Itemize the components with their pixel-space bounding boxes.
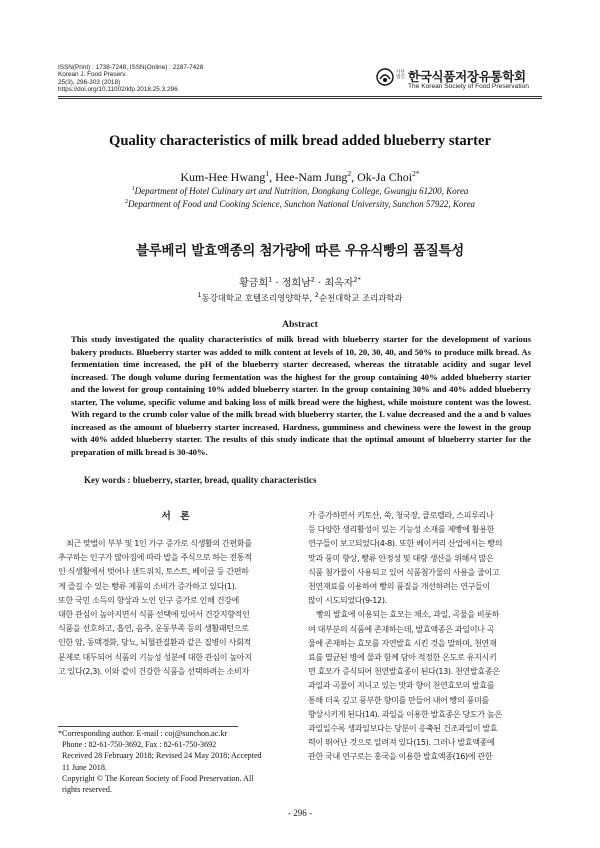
header-rule-top [58,96,542,97]
body-column-right [308,509,546,765]
body-text-line: 대한 관심이 높아지면서 식품 선택에 있어서 건강지향적인 [58,610,250,620]
body-text-line: 식품을 선호하고, 흡연, 음주, 운동부족 등의 생활패턴으로 [58,624,249,634]
section-heading-intro: 서 론 [161,511,193,522]
corresponding-author: *Corresponding author. E-mail : coj@sunchon.ac.kr [58,729,228,738]
author-name: Kum-Hee Hwang [180,170,266,184]
authors-ko: 황금희$^1$ · 정희남$^2$ · 최옥자$^{2*}$ [239,275,361,289]
author-name-ko: 최옥자 [324,278,354,289]
footnote [58,728,296,795]
body-text-line: 향상시키게 된다(14). 과일을 이용한 발효종은 당도가 높은 [308,709,502,719]
affiliation-sup: 2 [314,291,319,299]
author-sup: 1 [265,169,270,178]
society-logo-block [376,66,556,92]
paper-title-en: Quality characteristics of milk bread added blueberry starter [109,133,491,149]
body-text-line: 맛과 풍미 향상, 빵류 안정성 및 대량 생산을 위해서 많은 [308,553,494,563]
abstract-text: This study investigated the quality characteristics of milk bread with blueberry starter for the development of various bakery products. Blueberry starter was added to milk content at levels of 10, 20, 30, 40, and 50% to produce milk bread. As fermentation time increased, the pH of the blueberry starter decreased, whereas the titratable acidity and sugar level increased. The dough volume during fermentation was the highest for the group containing 40% added blueberry starter and the lowest for group containing 10% added blueberry starter. In the group containing 30% and 40% added blueberry starter, The volume, specific volume and baking loss of milk bread were the highest, while moisture content was the lowest. With regard to the crumb color value of the milk bread with blueberry starter, the L value decreased and the a and b values increased as the amount of blueberry starter increased. Hardness, gumminess and chewiness were the lowest in the group with 40% added blueberry starter. The results of this study indicate that the optimal amount of blueberry starter for the preparation of milk bread is 30-40%. [71,334,531,457]
copyright: Copyright © The Korean Society of Food Preservation. All [62,773,254,783]
author-name: Ok-Ja Choi [357,170,413,184]
intro-paragraph-left [58,537,296,679]
authors-en: Kum-Hee Hwang$^1$, Hee-Nam Jung$^2$, Ok-Ja Choi$^{2*}$ [180,169,420,184]
author-name-ko: 황금희 [239,278,269,289]
society-corp-label: 사단법인 [396,70,405,80]
affiliation-sup: 2 [124,199,128,205]
society-name-en: The Korean Society of Food Preservation [408,83,529,90]
body-text-line: 여 대부분의 식품에 존재하는데, 발효액종은 과일이나 곡 [308,624,495,634]
intro-paragraph-right [308,509,546,765]
body-text-line: 력이 뛰어난 것으로 알려져 있다(15). 그러나 발효액종에 [308,738,495,748]
body-text-line: 빵의 발효에 이용되는 효모는 채소, 과일, 곡물을 비롯하 [316,610,500,620]
affiliation-sup: 1 [131,186,135,192]
received-dates: Received 28 February 2018; Revised 24 May 2018; Accepted [62,751,262,761]
body-text-line: 게 즐길 수 있는 빵류 제품의 소비가 증가하고 있다(1). [58,581,237,591]
body-text-line: 관한 국내 연구로는 홍국을 이용한 발효액종(16)에 관한 [308,752,493,762]
affiliation-ko-2: 순천대학교 조리과학과 [318,292,403,303]
body-column-left [58,509,296,679]
issn-line: ISSN(Print) : 1738-7248, ISSN(Online) : 2287-7428 [58,64,204,71]
body-text-line: 면 효모가 증식되어 천연발효종이 된다(13). 천연발효종은 [308,667,500,677]
body-text-line: 등 다양한 생리활성이 있는 기능성 소재를 제빵에 활용한 [308,525,495,535]
society-name-ko: 한국식품저장유통학회 [408,69,526,84]
footnote-rule [58,726,238,727]
affiliation-ko-1: 동강대학교 호텔조리영양학부, [201,292,313,303]
author-sup: 1 [268,275,273,284]
society-logo-icon [376,68,394,86]
journal-name: Korean J. Food Preserv. [58,71,127,79]
body-text-line: 또한 국민 소득의 향상과 노인 인구 증가로 인해 건강에 [58,595,239,605]
body-text-line: 연구들이 보고되었다(4-8). 또한 베이커리 산업에서는 빵의 [308,539,503,549]
affiliations-ko [0,291,600,304]
body-text-line: 식품 첨가물이 사용되고 있어 식품첨가물의 사용을 줄이고 [308,567,500,577]
body-text-line: 물에 존재하는 효모를 자연발효 시킨 것을 말하며, 천연재 [308,638,497,648]
copyright-cont: rights reserved. [62,785,112,795]
author-sup: 2* [353,275,361,284]
author-name-ko: 정희남 [281,278,311,289]
contact-phone: Phone : 82-61-750-3692, Fax : 82-61-750-3692 [62,740,217,750]
body-text-line: 천연재료를 이용하여 빵의 품질을 개선하려는 연구들이 [308,582,490,592]
body-text-line: 고 있다(2,3). 이와 같이 건강한 식품을 선택하려는 소비자 [58,666,249,676]
body-text-line: 통해 더욱 깊고 풍부한 향미를 만들어 내어 빵의 풍미를 [308,695,489,705]
author-sup: 2 [347,169,352,178]
body-text-line: 인 식생활에서 벗어나 샌드위치, 토스트, 베이글 등 간편하 [58,567,249,577]
body-text-line: 문제로 대두되어 식품의 기능성 성분에 대한 관심이 높아지 [58,652,252,662]
body-text-line: 료를 멸균된 병에 물과 함께 담아 적정한 온도로 유지시키 [308,653,497,663]
affiliation-en-1 [0,186,600,196]
author-name: Hee-Nam Jung [275,170,348,184]
journal-meta [58,64,203,94]
abstract-heading: Abstract [282,319,318,330]
body-text-line: 과일과 곡물이 지니고 있는 맛과 향이 천연효모의 발효를 [308,681,495,691]
body-text-line: 많이 시도되었다(9-12). [308,596,387,606]
affiliation-text: Department of Hotel Culinary art and Nutrition, Dongkang College, Gwangju 61200, Korea [134,186,469,196]
affiliation-en-2 [0,199,600,209]
author-sup: 2 [310,275,315,284]
page-number: - 296 - [288,808,312,818]
body-text-line: 인한 암, 동맥경화, 당뇨, 뇌혈관질환과 같은 질병이 사회적 [58,638,251,648]
volume-line: 25(3), 296-303 (2018) [58,78,121,86]
body-text-line: 과일일수록 생과일보다는 당분이 응축된 건조과일이 발효 [308,724,498,734]
affiliation-sup: 1 [197,291,202,299]
received-dates-cont: 11 June 2018. [62,762,107,772]
header-rule-bottom [58,98,542,99]
keywords: Key words : blueberry, starter, bread, quality characteristics [84,475,317,485]
doi-link[interactable]: https://doi.org/10.11002/kfp.2018.25.3.296 [58,86,178,94]
body-text-line: 추구하는 인구가 많아짐에 따라 밥을 주식으로 하는 전통적 [58,553,252,563]
paper-title-ko: 블루베리 발효액종의 첨가량에 따른 우유식빵의 품질특성 [136,244,464,259]
body-text-line: 최근 맞벌이 부부 및 1인 가구 증가로 식생활의 간편화를 [66,539,252,548]
author-sup: 2* [412,169,420,178]
body-text-line: 가 증가하면서 키토산, 쑥, 청국장, 클로렐라, 스피루리나 [308,511,494,520]
affiliation-text: Department of Food and Cooking Science, Sunchon National University, Sunchon 57922, Korea [127,199,476,209]
